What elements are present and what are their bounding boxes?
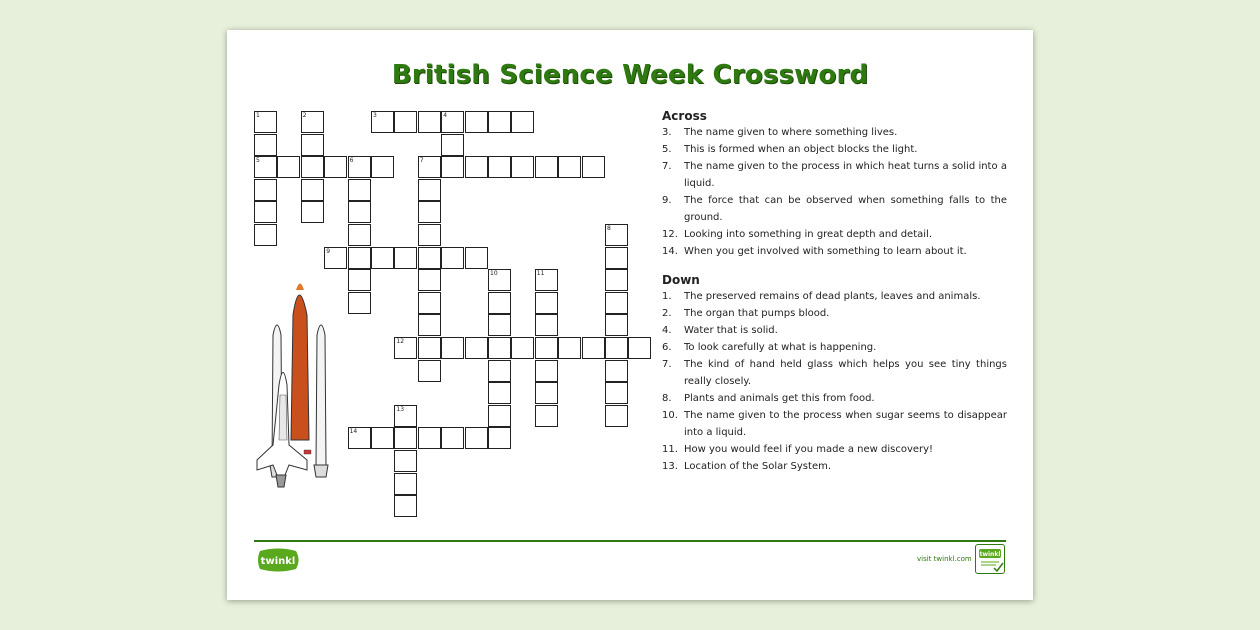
down-clue bbox=[662, 322, 1007, 339]
crossword-cell[interactable] bbox=[348, 427, 371, 449]
crossword-cell[interactable] bbox=[535, 382, 558, 404]
clue-text: The name given to where something lives. bbox=[684, 127, 898, 138]
crossword-cell[interactable] bbox=[418, 111, 441, 133]
crossword-cell[interactable] bbox=[394, 450, 417, 472]
crossword-cell[interactable] bbox=[465, 247, 488, 269]
crossword-cell[interactable] bbox=[465, 111, 488, 133]
crossword-cell[interactable] bbox=[301, 156, 324, 178]
crossword-cell[interactable] bbox=[254, 224, 277, 246]
crossword-cell[interactable] bbox=[418, 201, 441, 223]
cell-number: 8 bbox=[607, 225, 611, 232]
across-clue bbox=[662, 124, 1007, 141]
crossword-cell[interactable] bbox=[348, 247, 371, 269]
crossword-cell[interactable] bbox=[605, 269, 628, 291]
crossword-cell[interactable] bbox=[488, 337, 511, 359]
clue-text: To look carefully at what is happening. bbox=[684, 342, 877, 353]
footer-divider bbox=[254, 540, 1006, 542]
across-clue bbox=[662, 243, 1007, 260]
clue-text: The organ that pumps blood. bbox=[684, 308, 830, 319]
crossword-cell[interactable] bbox=[348, 156, 371, 178]
crossword-cell[interactable] bbox=[488, 382, 511, 404]
cell-number: 2 bbox=[302, 112, 307, 119]
down-clue-list bbox=[662, 288, 1007, 475]
clue-number: 7. bbox=[662, 161, 672, 172]
crossword-cell[interactable] bbox=[348, 224, 371, 246]
page-title: British Science Week Crossword bbox=[391, 60, 869, 90]
crossword-cell[interactable] bbox=[254, 134, 277, 156]
crossword-cell[interactable] bbox=[488, 111, 511, 133]
down-clue bbox=[662, 458, 1007, 475]
clue-number: 13. bbox=[662, 461, 678, 472]
clue-number: 10. bbox=[662, 410, 678, 421]
clue-number: 8. bbox=[662, 393, 672, 404]
cell-number: 5 bbox=[256, 157, 260, 165]
crossword-cell[interactable] bbox=[488, 360, 511, 382]
across-clue bbox=[662, 158, 1007, 192]
clue-number: 14. bbox=[662, 246, 678, 257]
across-clue bbox=[662, 141, 1007, 158]
crossword-cell[interactable] bbox=[418, 269, 441, 291]
down-clue bbox=[662, 305, 1007, 322]
crossword-cell[interactable] bbox=[418, 360, 441, 382]
cell-number: 6 bbox=[349, 157, 354, 165]
clue-number: 4. bbox=[662, 325, 672, 336]
crossword-cell[interactable] bbox=[348, 292, 371, 314]
space-shuttle-icon bbox=[249, 275, 349, 495]
crossword-cell[interactable] bbox=[394, 495, 417, 517]
crossword-cell[interactable] bbox=[301, 179, 324, 201]
crossword-cell[interactable] bbox=[254, 179, 277, 201]
crossword-cell[interactable] bbox=[394, 337, 417, 359]
crossword-cell[interactable] bbox=[254, 201, 277, 223]
crossword-cell[interactable] bbox=[441, 427, 464, 449]
crossword-cell[interactable] bbox=[441, 156, 464, 178]
crossword-cell[interactable] bbox=[605, 382, 628, 404]
crossword-cell[interactable] bbox=[605, 360, 628, 382]
crossword-cell[interactable] bbox=[254, 111, 277, 133]
crossword-cell[interactable] bbox=[301, 134, 324, 156]
crossword-cell[interactable] bbox=[371, 247, 394, 269]
crossword-cell[interactable] bbox=[488, 314, 511, 336]
crossword-cell[interactable] bbox=[348, 269, 371, 291]
cell-number: 9 bbox=[326, 247, 331, 255]
crossword-cell[interactable] bbox=[465, 427, 488, 449]
crossword-cell[interactable] bbox=[301, 111, 324, 133]
crossword-cell[interactable] bbox=[418, 224, 441, 246]
across-clue bbox=[662, 226, 1007, 243]
clue-number: 5. bbox=[662, 144, 672, 155]
crossword-cell[interactable] bbox=[394, 247, 417, 269]
crossword-cell[interactable] bbox=[605, 292, 628, 314]
crossword-cell[interactable] bbox=[371, 111, 394, 133]
cell-number: 1 bbox=[256, 112, 260, 119]
quality-badge bbox=[975, 544, 1005, 574]
crossword-cell[interactable] bbox=[605, 247, 628, 269]
badge-text: twinkl bbox=[979, 551, 1001, 558]
cell-number: 4 bbox=[443, 112, 448, 119]
crossword-cell[interactable] bbox=[394, 111, 417, 133]
cell-number: 11 bbox=[536, 270, 545, 278]
crossword-cell[interactable] bbox=[535, 360, 558, 382]
clue-text: The name given to the process when sugar seems to disappear into a liquid. bbox=[684, 410, 1007, 438]
cell-number: 12 bbox=[396, 338, 405, 345]
crossword-cell[interactable] bbox=[511, 337, 534, 359]
crossword-cell[interactable] bbox=[582, 156, 605, 178]
clue-number: 11. bbox=[662, 444, 678, 455]
crossword-cell[interactable] bbox=[488, 427, 511, 449]
crossword-cell[interactable] bbox=[488, 405, 511, 427]
crossword-cell[interactable] bbox=[511, 111, 534, 133]
cell-number: 10 bbox=[490, 270, 498, 278]
clue-text: The kind of hand held glass which helps you see tiny things really closely. bbox=[684, 359, 1007, 387]
crossword-cell[interactable] bbox=[488, 292, 511, 314]
clue-text: Water that is solid. bbox=[684, 325, 778, 336]
clue-text: The force that can be observed when something falls to the ground. bbox=[684, 195, 1007, 223]
crossword-cell[interactable] bbox=[324, 156, 347, 178]
crossword-cell[interactable] bbox=[418, 292, 441, 314]
down-clue bbox=[662, 288, 1007, 305]
crossword-cell[interactable] bbox=[418, 156, 441, 178]
crossword-cell[interactable] bbox=[582, 337, 605, 359]
visit-link[interactable]: visit twinkl.com bbox=[917, 555, 972, 563]
crossword-cell[interactable] bbox=[394, 473, 417, 495]
across-clue bbox=[662, 192, 1007, 226]
cell-number: 13 bbox=[396, 405, 405, 413]
clue-text: Plants and animals get this from food. bbox=[684, 393, 875, 404]
across-heading: Across bbox=[662, 109, 707, 123]
clue-number: 1. bbox=[662, 291, 672, 302]
crossword-cell[interactable] bbox=[324, 247, 347, 269]
crossword-cell[interactable] bbox=[535, 269, 558, 291]
crossword-cell[interactable] bbox=[418, 427, 441, 449]
clue-number: 12. bbox=[662, 229, 678, 240]
clue-number: 9. bbox=[662, 195, 672, 206]
down-clue bbox=[662, 407, 1007, 441]
clue-text: This is formed when an object blocks the light. bbox=[684, 144, 918, 155]
crossword-cell[interactable] bbox=[558, 337, 581, 359]
crossword-cell[interactable] bbox=[605, 314, 628, 336]
crossword-cell[interactable] bbox=[441, 247, 464, 269]
crossword-cell[interactable] bbox=[418, 337, 441, 359]
crossword-cell[interactable] bbox=[535, 292, 558, 314]
cell-number: 3 bbox=[373, 112, 377, 119]
crossword-cell[interactable] bbox=[394, 427, 417, 449]
crossword-cell[interactable] bbox=[371, 427, 394, 449]
crossword-cell[interactable] bbox=[394, 405, 417, 427]
crossword-cell[interactable] bbox=[605, 337, 628, 359]
cell-number: 7 bbox=[419, 157, 424, 165]
crossword-cell[interactable] bbox=[535, 314, 558, 336]
clue-text: When you get involved with something to learn about it. bbox=[684, 246, 967, 257]
clue-number: 3. bbox=[662, 127, 672, 138]
crossword-cell[interactable] bbox=[277, 156, 300, 178]
down-clue bbox=[662, 441, 1007, 458]
crossword-cell[interactable] bbox=[605, 224, 628, 246]
crossword-cell[interactable] bbox=[418, 314, 441, 336]
crossword-cell[interactable] bbox=[465, 337, 488, 359]
worksheet bbox=[227, 30, 1033, 600]
crossword-cell[interactable] bbox=[254, 156, 277, 178]
crossword-cell[interactable] bbox=[371, 156, 394, 178]
crossword-cell[interactable] bbox=[488, 269, 511, 291]
crossword-cell[interactable] bbox=[441, 337, 464, 359]
down-clue bbox=[662, 390, 1007, 407]
across-clue-list bbox=[662, 124, 1007, 260]
clue-text: Looking into something in great depth and detail. bbox=[684, 229, 932, 240]
crossword-cell[interactable] bbox=[605, 405, 628, 427]
down-clue bbox=[662, 356, 1007, 390]
clue-number: 6. bbox=[662, 342, 672, 353]
crossword-cell[interactable] bbox=[535, 156, 558, 178]
crossword-cell[interactable] bbox=[418, 247, 441, 269]
crossword-cell[interactable] bbox=[511, 156, 534, 178]
clue-number: 7. bbox=[662, 359, 672, 370]
crossword-cell[interactable] bbox=[535, 405, 558, 427]
cell-number: 14 bbox=[349, 428, 358, 436]
down-heading: Down bbox=[662, 273, 700, 287]
crossword-cell[interactable] bbox=[488, 156, 511, 178]
clues-panel bbox=[662, 108, 1007, 475]
crossword-cell[interactable] bbox=[348, 179, 371, 201]
crossword-cell[interactable] bbox=[558, 156, 581, 178]
down-clue bbox=[662, 339, 1007, 356]
clue-number: 2. bbox=[662, 308, 672, 319]
crossword-cell[interactable] bbox=[628, 337, 651, 359]
clue-text: The name given to the process in which heat turns a solid into a liquid. bbox=[684, 161, 1007, 189]
clue-text: The preserved remains of dead plants, leaves and animals. bbox=[684, 291, 981, 302]
clue-text: How you would feel if you made a new discovery! bbox=[684, 444, 934, 455]
crossword-cell[interactable] bbox=[348, 201, 371, 223]
crossword-cell[interactable] bbox=[418, 179, 441, 201]
logo-text: twinkl bbox=[260, 556, 296, 567]
crossword-cell[interactable] bbox=[465, 156, 488, 178]
twinkl-logo[interactable] bbox=[254, 547, 302, 573]
crossword-cell[interactable] bbox=[535, 337, 558, 359]
crossword-cell[interactable] bbox=[441, 111, 464, 133]
crossword-cell[interactable] bbox=[301, 201, 324, 223]
crossword-cell[interactable] bbox=[441, 134, 464, 156]
clue-text: Location of the Solar System. bbox=[684, 461, 832, 472]
